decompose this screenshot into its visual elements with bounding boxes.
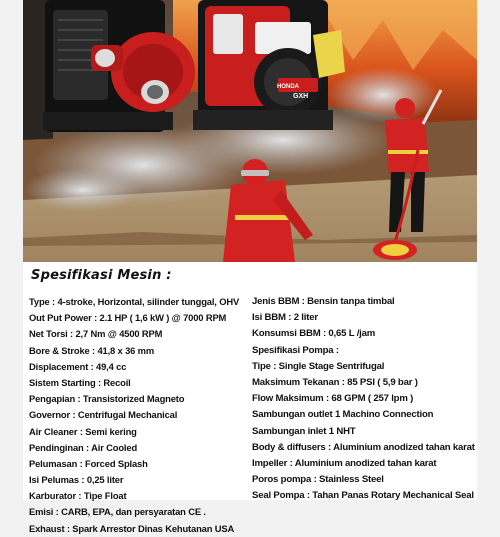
- spec-line: Displacement : 49,4 cc: [29, 360, 127, 372]
- spec-line: Sistem Starting : Recoil: [29, 376, 131, 388]
- hose-reel: [373, 240, 417, 260]
- spec-line: Pelumasan : Forced Splash: [29, 457, 148, 469]
- spec-line: Karburator : Tipe Float: [29, 490, 127, 502]
- spec-line: Tipe : Single Stage Sentrifugal: [252, 360, 385, 372]
- spec-line: Exhaust : Spark Arrestor Dinas Kehutanan USA: [29, 522, 235, 534]
- spec-line: Net Torsi : 2,7 Nm @ 4500 RPM: [29, 328, 163, 340]
- spec-line: Body & diffusers : Aluminium anodized tahan karat: [252, 441, 475, 453]
- specs-left-column: [29, 294, 254, 537]
- spec-line: Impeller : Aluminium anodized tahan karat: [252, 457, 437, 469]
- spec-line: Poros pompa : Stainless Steel: [252, 474, 384, 486]
- spec-line: Out Put Power : 2.1 HP ( 1,6 kW ) @ 7000 RPM: [29, 312, 227, 324]
- product-photo: [23, 0, 477, 262]
- spec-line: Spesifikasi Pompa :: [252, 344, 339, 356]
- spec-line: Bore & Stroke : 41,8 x 36 mm: [29, 344, 155, 356]
- spec-line: Isi BBM : 2 liter: [252, 312, 318, 324]
- spec-line: Sambungan inlet 1 NHT: [252, 425, 356, 437]
- spec-line: Jenis BBM : Bensin tanpa timbal: [252, 296, 395, 307]
- spec-line: Flow Maksimum : 68 GPM ( 257 lpm ): [252, 393, 414, 405]
- spec-line: Pengapian : Transistorized Magneto: [29, 393, 185, 405]
- spec-line: Emisi : CARB, EPA, dan persyaratan CE .: [29, 506, 206, 518]
- spec-line: Pendinginan : Air Cooled: [29, 441, 138, 453]
- engine-model-text: GXH: [293, 93, 309, 100]
- spec-line: Seal Pompa : Tahan Panas Rotary Mechanical Seal: [252, 490, 474, 502]
- specifications-panel: [23, 262, 477, 534]
- spec-line: Type : 4-stroke, Horizontal, silinder tunggal, OHV: [29, 296, 240, 307]
- spec-line: Sambungan outlet 1 Machino Connection: [252, 409, 434, 421]
- water-pump-right: [193, 0, 345, 130]
- spec-line: Governor : Centrifugal Mechanical: [29, 409, 178, 421]
- spec-line: Konsumsi BBM : 0,65 L /jam: [252, 328, 376, 340]
- spec-line: Maksimum Tekanan : 85 PSI ( 5,9 bar ): [252, 376, 418, 388]
- spec-line: Air Cleaner : Semi kering: [29, 425, 137, 437]
- spec-line: Isi Pelumas : 0,25 liter: [29, 474, 124, 486]
- specs-right-column: [252, 294, 477, 504]
- engine-brand-text: HONDA: [277, 84, 299, 90]
- specifications-title: Spesifikasi Mesin :: [31, 268, 172, 283]
